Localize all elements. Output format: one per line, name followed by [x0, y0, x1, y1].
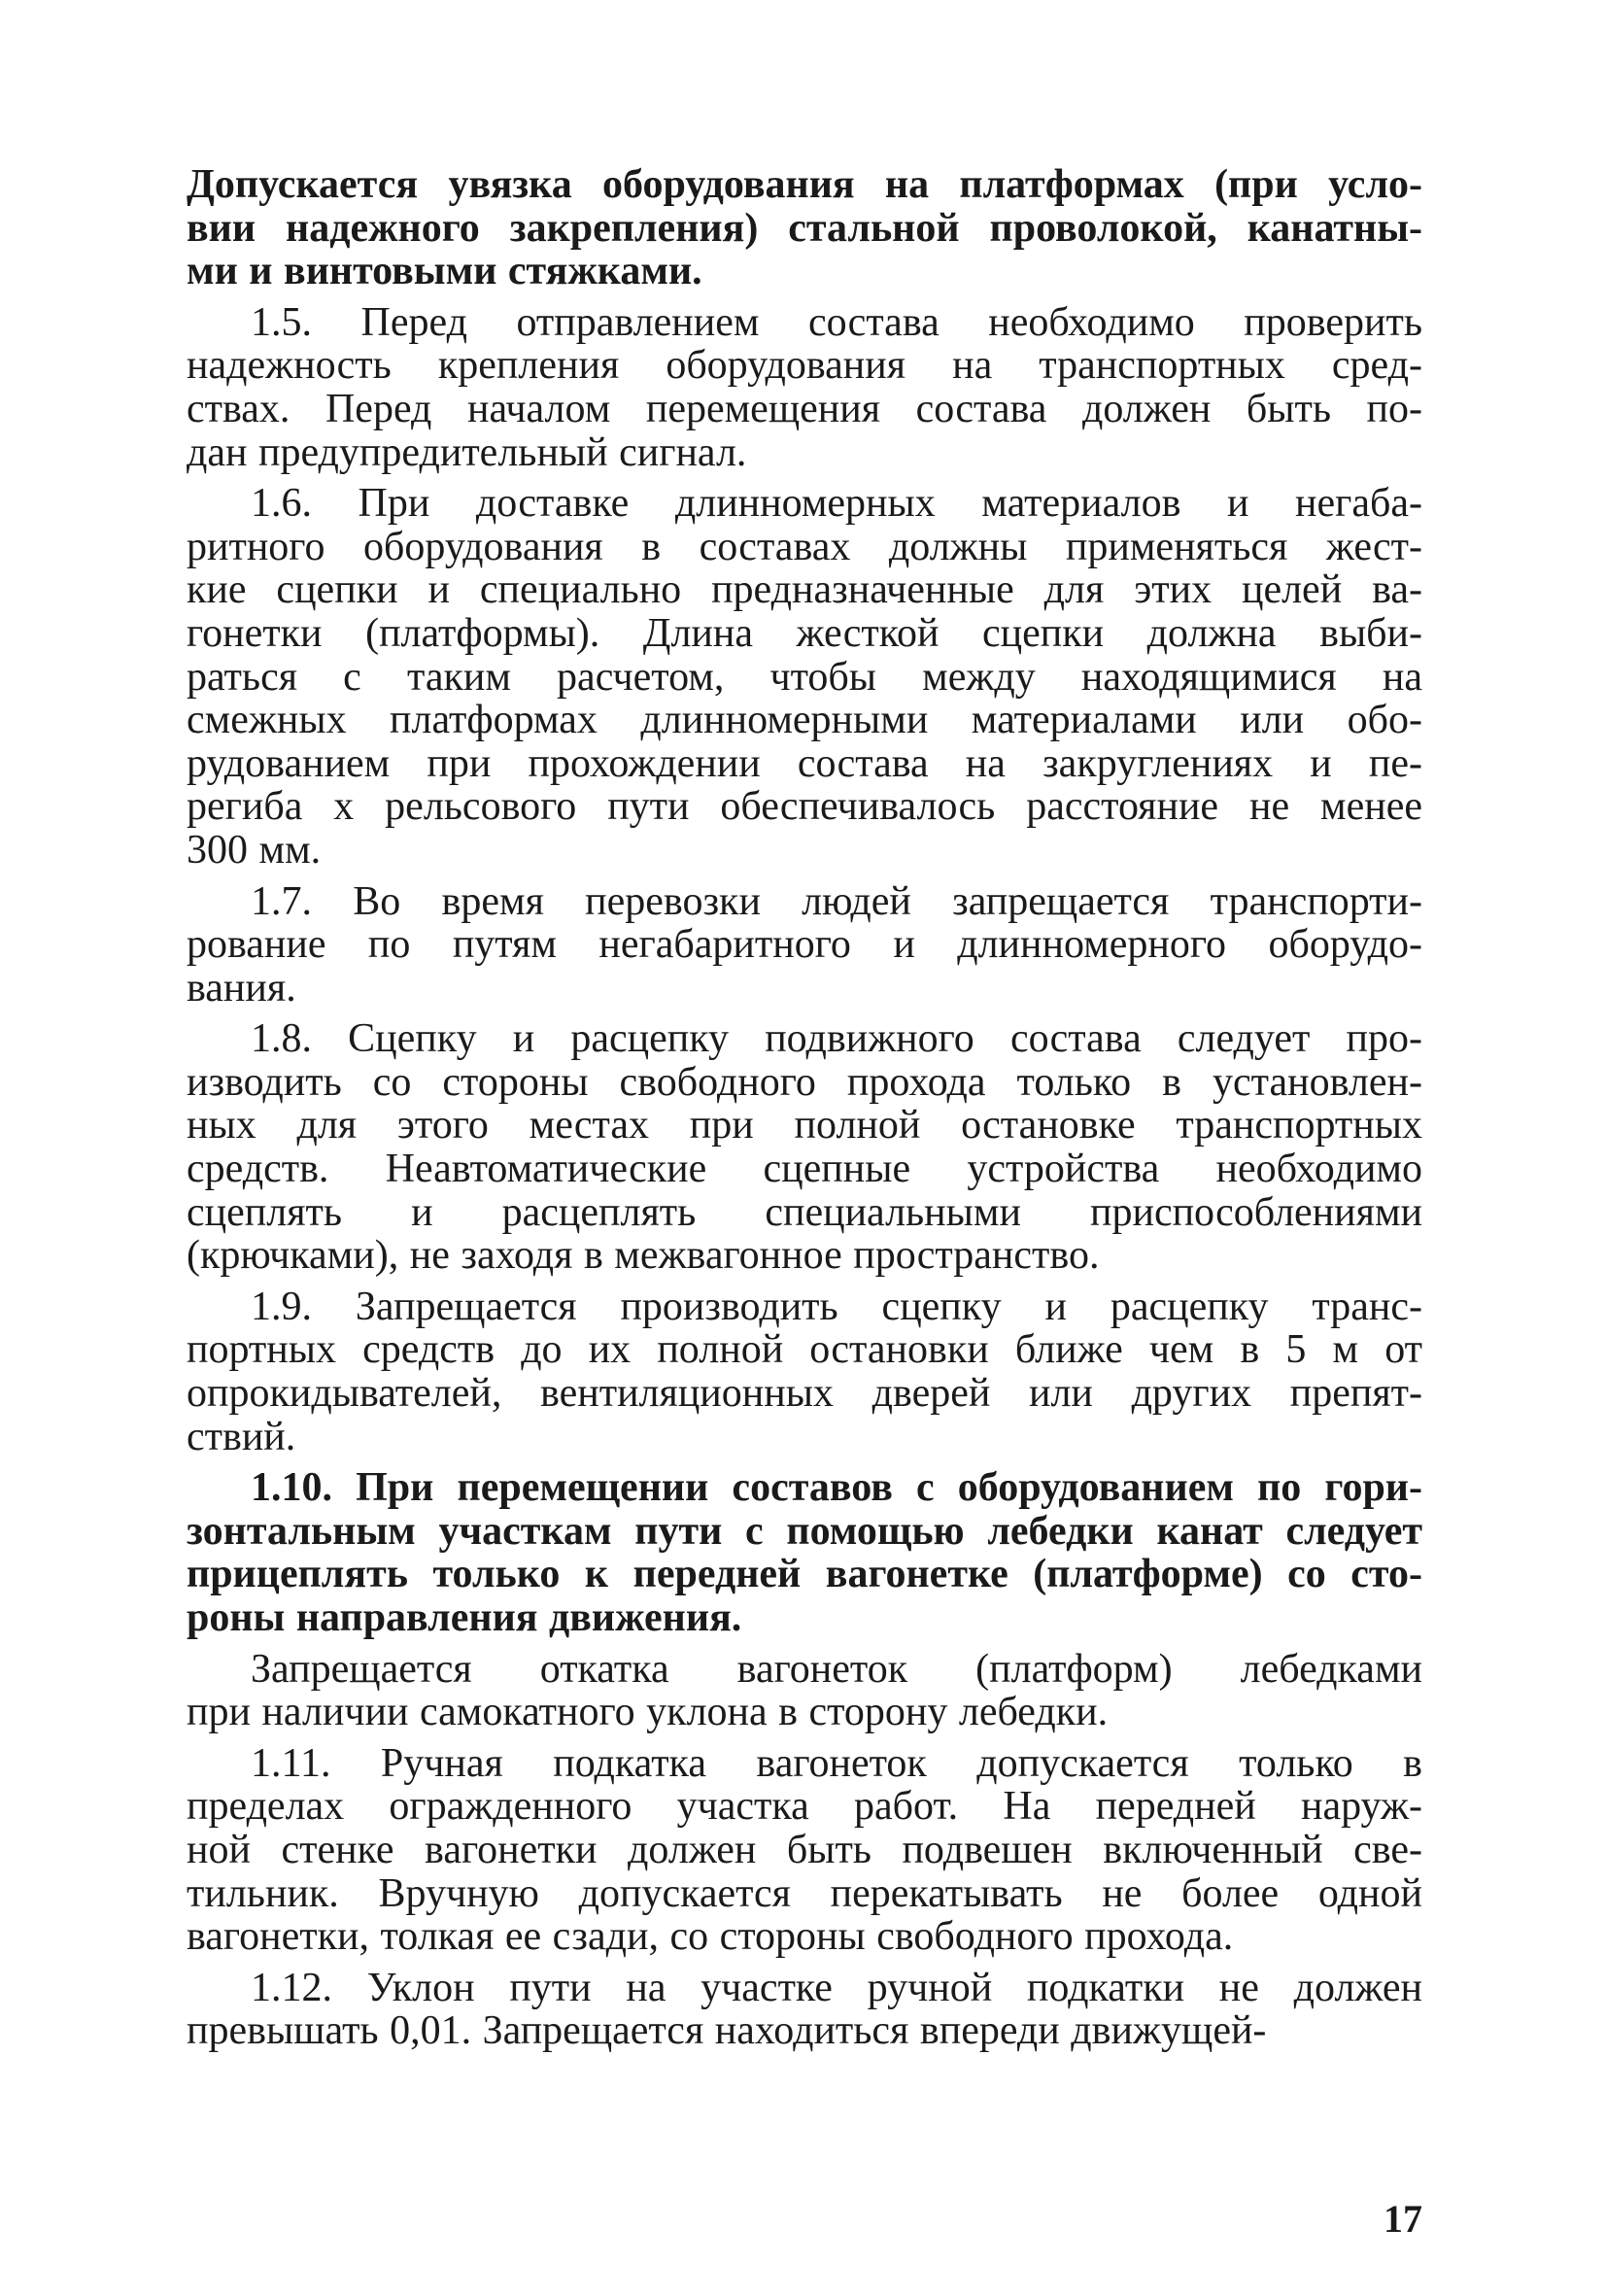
text-line: 1.6. При доставке длинномерных материалов и негаба- — [251, 481, 1422, 527]
paragraph-p-1-7 — [187, 880, 1422, 1011]
text-line: гонетки (платформы). Длина жесткой сцепки должна выби- — [187, 610, 1422, 656]
text-line: раться с таким расчетом, чтобы между находящимися на — [187, 654, 1422, 700]
text-line: ритного оборудования в составах должны применяться жест- — [187, 524, 1422, 569]
text-line: рование по путям негабаритного и длинномерного оборудо- — [187, 922, 1422, 968]
text-line: смежных платформах длинномерными материалами или обо- — [187, 698, 1422, 743]
text-line: кие сцепки и специально предназначенные для этих целей ва- — [187, 567, 1422, 613]
paragraph-p-1-6 — [187, 482, 1422, 872]
text-line: при наличии самокатного уклона в сторону лебедки. — [187, 1690, 1109, 1735]
text-line: тильник. Вручную допускается перекатывать не более одной — [187, 1870, 1422, 1916]
text-line: ной стенке вагонетки должен быть подвешен включенный све- — [187, 1827, 1422, 1872]
text-line: ствий. — [187, 1414, 296, 1459]
text-line: изводить со стороны свободного прохода только в установлен- — [187, 1059, 1422, 1105]
text-line: дан предупредительный сигнал. — [187, 429, 747, 475]
text-line: региба х рельсового пути обеспечивалось расстояние не менее — [187, 784, 1422, 830]
text-line: роны направления движения. — [187, 1595, 742, 1640]
text-line: (крючками), не заходя в межвагонное пространство. — [187, 1233, 1100, 1279]
text-line: 1.11. Ручная подкатка вагонеток допускается только в — [251, 1740, 1422, 1786]
paragraph-p-1-10 — [187, 1466, 1422, 1639]
text-line: ствах. Перед началом перемещения состава должен быть по- — [187, 386, 1422, 431]
paragraph-p-1-9 — [187, 1285, 1422, 1458]
text-line: 1.10. При перемещении составов с оборудованием по гори- — [251, 1465, 1422, 1511]
paragraph-p-1-11 — [187, 1742, 1422, 1959]
text-line: портных средств до их полной остановки ближе чем в 5 м от — [187, 1327, 1422, 1373]
paragraph-p-1-8 — [187, 1017, 1422, 1278]
page-number: 17 — [1384, 2197, 1422, 2241]
text-line: ми и винтовыми стяжками. — [187, 249, 702, 294]
text-line: зонтальным участкам пути с помощью лебедки канат следует — [187, 1508, 1422, 1554]
text-line: надежность крепления оборудования на транспортных сред- — [187, 343, 1422, 389]
text-line: сцеплять и расцеплять специальными приспособлениями — [187, 1189, 1422, 1235]
text-line: вагонетки, толкая ее сзади, со стороны свободного прохода. — [187, 1914, 1234, 1960]
paragraph-p-1-12 — [187, 1967, 1422, 2053]
text-line: вии надежного закрепления) стальной проволокой, канатны- — [187, 205, 1422, 251]
paragraph-p-intro — [187, 163, 1422, 293]
document-body — [187, 163, 1422, 2053]
text-line: опрокидывателей, вентиляционных дверей или других препят- — [187, 1371, 1422, 1417]
text-line: Запрещается откатка вагонеток (платформ) лебедками — [251, 1646, 1422, 1692]
text-line: превышать 0,01. Запрещается находиться впереди движущей- — [187, 2008, 1267, 2054]
document-page — [187, 163, 1422, 2252]
text-line: рудованием при прохождении состава на закруглениях и пе- — [187, 740, 1422, 786]
text-line: вания. — [187, 965, 296, 1011]
paragraph-p-1-5 — [187, 301, 1422, 474]
text-line: 300 мм. — [187, 827, 322, 873]
text-line: Допускается увязка оборудования на платформах (при усло- — [187, 162, 1422, 207]
text-line: средств. Неавтоматические сцепные устройства необходимо — [187, 1147, 1422, 1192]
text-line: 1.7. Во время перевозки людей запрещается транспорти- — [251, 878, 1422, 924]
text-line: 1.12. Уклон пути на участке ручной подкатки не должен — [251, 1965, 1422, 2010]
text-line: 1.8. Сцепку и расцепку подвижного состава следует про- — [251, 1016, 1422, 1062]
text-line: ных для этого местах при полной остановке транспортных — [187, 1103, 1422, 1148]
text-line: пределах огражденного участка работ. На передней наруж- — [187, 1784, 1422, 1830]
paragraph-p-1-10b — [187, 1648, 1422, 1734]
text-line: 1.9. Запрещается производить сцепку и расцепку транс- — [251, 1284, 1422, 1329]
text-line: 1.5. Перед отправлением состава необходимо проверить — [251, 299, 1422, 345]
text-line: прицеплять только к передней вагонетке (платформе) со сто- — [187, 1552, 1422, 1597]
